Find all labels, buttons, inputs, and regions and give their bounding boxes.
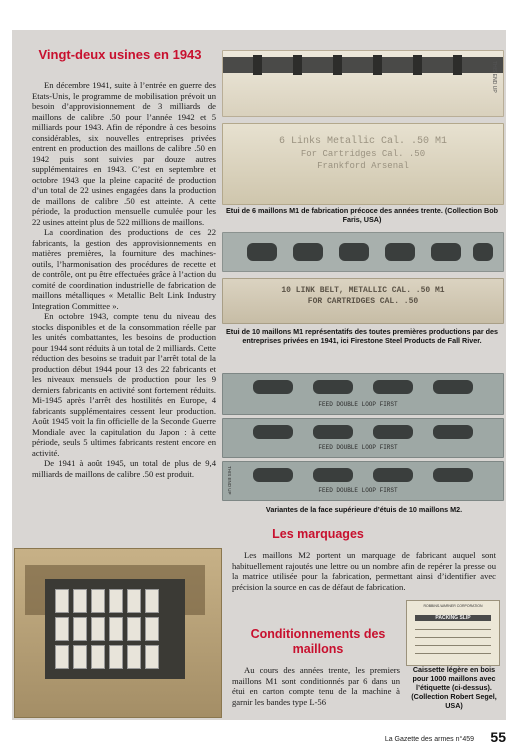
paragraph: De 1941 à août 1945, un total de plus de 9,4 milliards de maillons de calibre .50 est produit. [32,458,216,479]
photo-10-link-carton-top [222,232,504,272]
slip-title: PACKING SLIP [415,615,491,621]
photo-m2-carton-variant-1 [222,373,504,415]
paragraph: La coordination des productions de ces 22 fabricants, la gestion des approvisionnements en matières premières, la fourniture des machines-outils, l’harmonisation des procédures de recette et de contrôle, ont pu être effectuées grâce à l’action du comité de coordination industrielle de fabrication de maillons métalliques « Metallic Belt Link Industry Integration Committee ». [32,227,216,311]
box-label-this-end-up: THIS END UP [491,61,497,93]
carton-stamp: 6 Links Metallic Cal. .50 M1 For Cartridges Cal. .50 Frankford Arsenal [278,136,448,171]
paragraph: En octobre 1943, compte tenu du niveau des stocks disponibles et de la consommation réelle par les unités combattantes, les besoins de production pour 1944 sont réduits à un total de 2 milliards. Cette réduction des besoins se traduit par l’arrêt total de la production début 1944 pour 13 des 22 fabricants et les niveaux mensuels de production pour les 9 derniers fabricants en activité sont fortement réduits. Mi-1945 après l’arrêt des hostilités en Europe, 4 fabricants supplémentaires cessent leur production. Août 1945 voit la fin officielle de la Seconde Guerre Mondiale avec la capitulation du Japon : à cette période, seuls 5 ultimes fabricants restent encore en activité. [32,311,216,458]
page-number: 55 [490,729,506,745]
photo-wooden-crate [14,548,222,718]
photo-m2-carton-variant-2 [222,418,504,458]
feed-label: FEED DOUBLE LOOP FIRST [318,444,398,451]
carton-stamp: 10 LINK BELT, METALLIC CAL. .50 M1 FOR CARTRIDGES CAL. .50 [281,286,445,306]
photo-10-link-carton-stamped [222,278,504,324]
feed-label: FEED DOUBLE LOOP FIRST [318,487,398,494]
caption-packing-slip: Caissette légère en bois pour 1000 maillons avec l’étiquette (ci-dessus). (Collection Robert Segel, USA) [411,665,497,710]
photo-6-link-carton-stamped [222,123,504,205]
section-title-marquages: Les marquages [272,527,364,541]
conditionnements-text: Au cours des années trente, les premiers maillons M1 sont conditionnés par 6 dans un étui en carton compte tenu de la machine à garnir les bandes type L-56 [232,665,400,707]
caption-photo-3: Variantes de la face supérieure d’étuis de 10 maillons M2. [265,505,463,514]
caption-photo-2: Etui de 10 maillons M1 représentatifs des toutes premières productions par des entreprises privées en 1941, ici Firestone Steel Products de Fall River. [226,327,499,345]
publication-name: La Gazette des armes n°459 [384,736,474,743]
photo-m2-carton-variant-3 [222,461,504,501]
section-title-vingt-deux-usines: Vingt-deux usines en 1943 [38,47,202,62]
left-column-text [32,80,216,479]
marquages-text: Les maillons M2 portent un marquage de fabricant auquel sont habituellement rajoutés une lettre ou un nombre afin de repérer la presse ou la matrice utilisée pour la fabrication, permettant ainsi d’identifier avec précision la source en cas de défaut de fabrication. [232,550,496,592]
caption-photo-1: Etui de 6 maillons M1 de fabrication précoce des années trente. (Collection Bob Faris, USA) [226,206,498,224]
photo-6-link-carton-open [222,50,504,117]
photo-packing-slip [406,600,500,666]
box-label-this-end-up: THIS END UP [227,466,232,495]
slip-header: ROBBINS-WARNER CORPORATION [423,604,483,608]
feed-label: FEED DOUBLE LOOP FIRST [318,401,398,408]
section-title-conditionnements: Conditionnements des maillons [250,627,386,656]
paragraph: En décembre 1941, suite à l’entrée en guerre des Etats-Unis, le programme de mobilisation prévoit un besoin d’approvisionnement de 3 milliards de maillons de calibre .50 pour l’année 1942 et 5 milliards pour 1943. Afin de répondre à ces besoins considérables, six nouvelles entreprises privées entrent en production des maillons de calibre .50 en 1942 puis sont suivies par douze autres supplémentaires en 1943. C’est en septembre et octobre 1943 que la pleine capacité de production d’un total de 22 usines engagées dans la production de maillons de calibre .50 est atteinte. A cette période, la production mensuelle cumulée pour les 22 usines atteint plus de 522 millions de maillons. [32,80,216,227]
